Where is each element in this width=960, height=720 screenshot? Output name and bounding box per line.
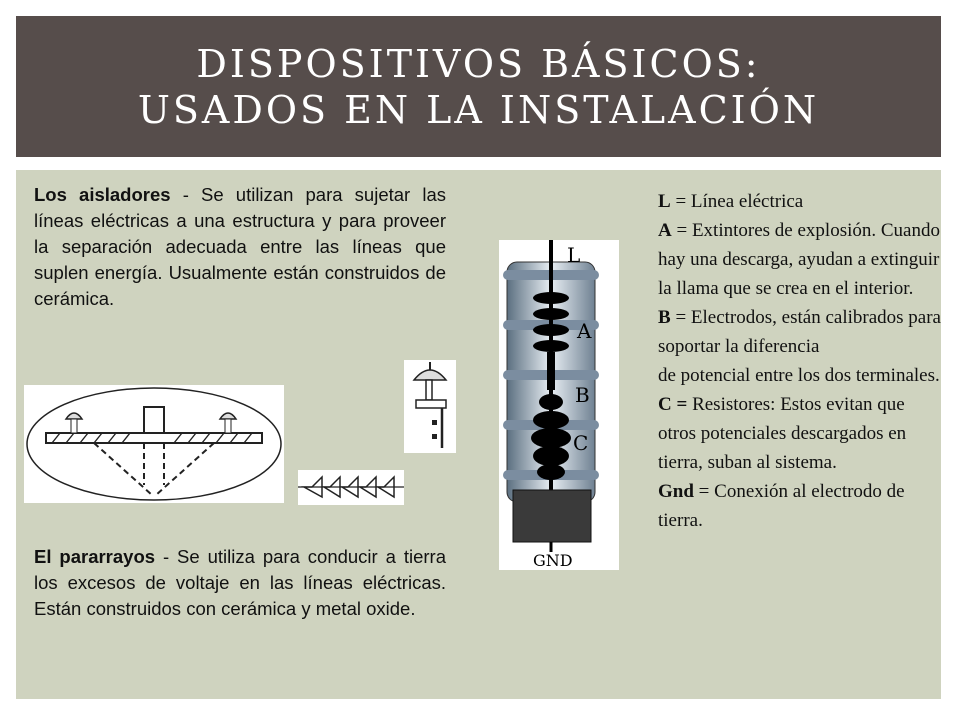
label-c: C [573, 431, 589, 455]
insulator-string-image [298, 470, 404, 505]
slide-title [16, 16, 941, 157]
insulator-crossarm-image [24, 385, 284, 503]
legend-item-gnd: Gnd = Conexión al electrodo de tierra. [658, 481, 905, 531]
aisladores-term: Los aisladores [34, 184, 171, 205]
label-b: B [575, 383, 590, 407]
label-l: L [567, 243, 581, 267]
arrester-legend [658, 187, 943, 535]
legend-item-c: C = Resistores: Estos evitan que otros potenciales descargados en tierra, suban al sistema. [658, 394, 907, 473]
legend-item-b: B = Electrodos, están calibrados para soportar la diferencia [658, 307, 941, 357]
legend-item-l: L = Línea eléctrica [658, 191, 804, 212]
pin-insulator-image [404, 360, 456, 453]
title-line-1: DISPOSITIVOS BÁSICOS: [196, 41, 761, 86]
legend-item-a: A = Extintores de explosión. Cuando hay una descarga, ayudan a extinguir la llama que se crea en el interior. [658, 220, 940, 299]
content-panel [16, 170, 941, 699]
label-gnd: GND [533, 551, 573, 570]
aisladores-text: - Se utilizan para sujetar las líneas eléctricas a una estructura y para proveer la separación adecuada entre las líneas que suplen energía. Usualmente están construidos de cerámica. [34, 184, 446, 309]
pararrayos-term: El pararrayos [34, 546, 156, 567]
title-line-2: USADOS EN LA INSTALACIÓN [137, 87, 820, 132]
arrester-svg [499, 240, 619, 570]
aisladores-paragraph [34, 182, 446, 312]
legend-item-b-continued: de potencial entre los dos terminales. [658, 365, 940, 386]
pararrayos-text: - Se utiliza para conducir a tierra los excesos de voltaje en las líneas eléctricas. Están construidos con cerámica y metal oxide. [34, 546, 446, 619]
label-a: A [577, 319, 592, 343]
pararrayos-paragraph [34, 544, 446, 622]
lightning-arrester-diagram [499, 240, 619, 570]
